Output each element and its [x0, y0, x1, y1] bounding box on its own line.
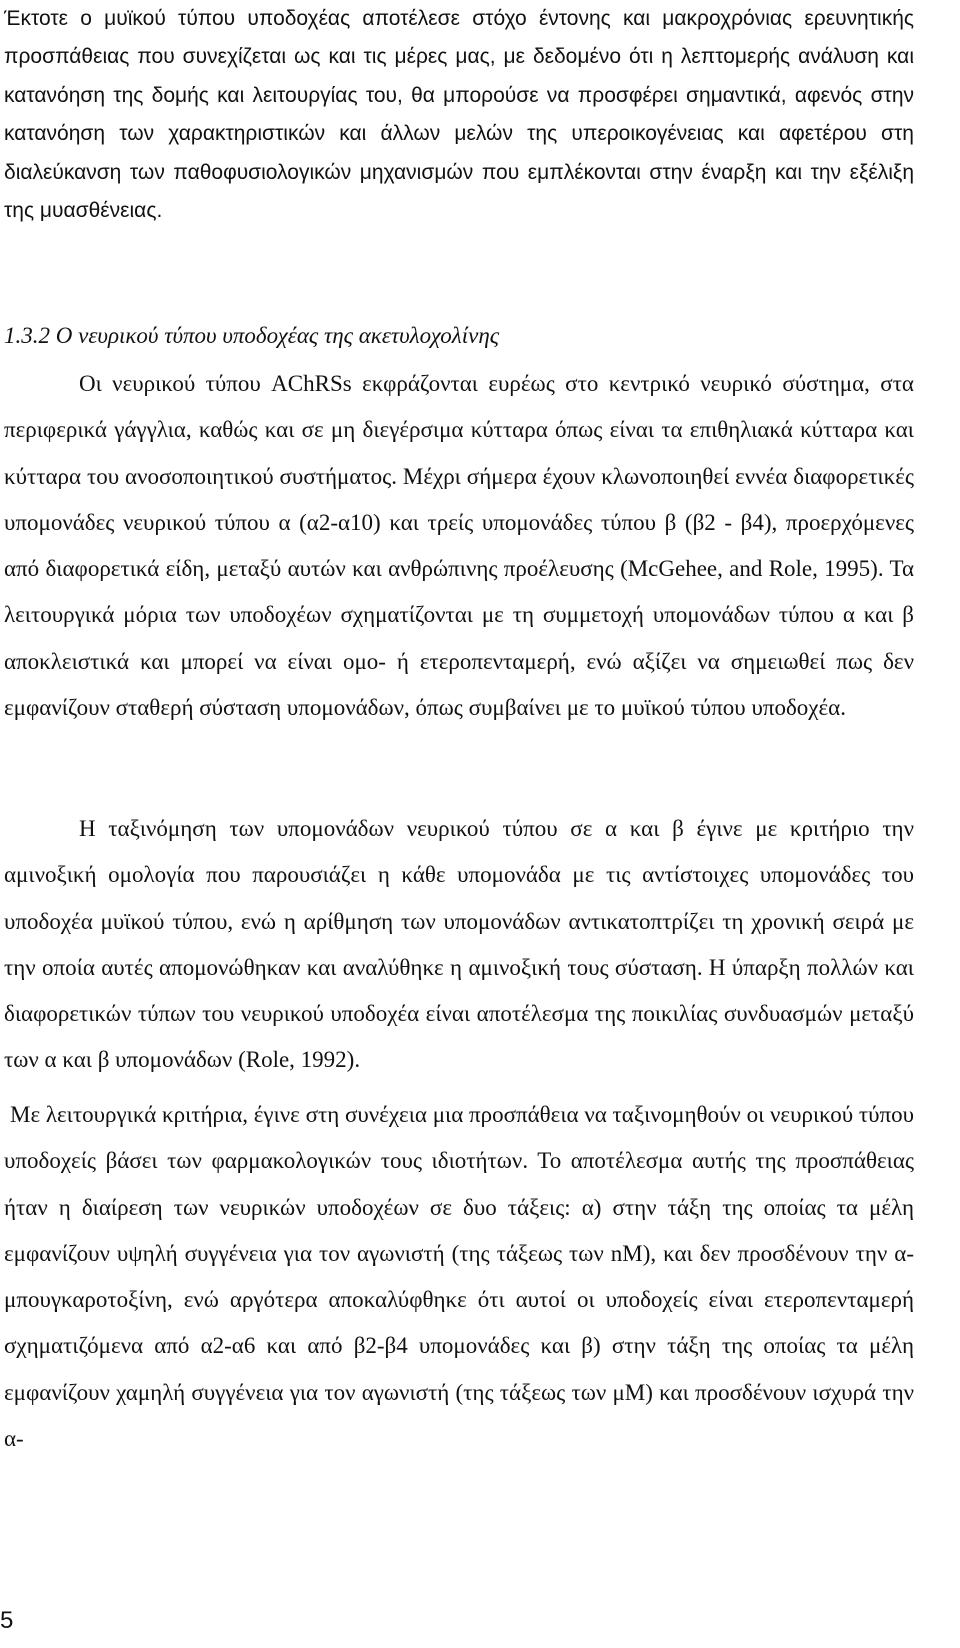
body-paragraph-3: Με λειτουργικά κριτήρια, έγινε στη συνέχεια μια προσπάθεια να ταξινομηθούν οι νευρικού τύπου υποδοχείς βάσει των φαρμακολογικών τους ιδιοτήτων. Το αποτέλεσμα αυτής της προσπάθειας ήταν η διαίρεση των νευρικών υποδοχέων σε δυο τάξεις: α) στην τάξη της οποίας τα μέλη εμφανίζουν υψηλή συγγένεια για τον αγωνιστή (της τάξεως των nM), και δεν προσδένουν την α-μπουγκαροτοξίνη, ενώ αργότερα αποκαλύφθηκε ότι αυτοί οι υποδοχείς είναι ετεροπενταμερή σχηματιζόμενα από α2-α6 και από β2-β4 υπομονάδες και β) στην τάξη της οποίας τα μέλη εμφανίζουν χαμηλή συγγένεια για τον αγωνιστή (της τάξεως των μM) και προσδένουν ισχυρά την α-	[4, 1102, 914, 1452]
section-heading: 1.3.2 Ο νευρικού τύπου υποδοχέας της ακετυλοχολίνης	[4, 323, 500, 348]
page-number: 5	[0, 1607, 14, 1634]
intro-paragraph: Έκτοτε ο μυϊκού τύπου υποδοχέας αποτέλεσε στόχο έντονης και μακροχρόνιας ερευνητικής προσπάθειας που συνεχίζεται ως και τις μέρες μας, με δεδομένο ότι η λεπτομερής ανάλυση και κατανόηση της δομής και λειτουργίας του, θα μπορούσε να προσφέρει σημαντικά, αφενός στην κατανόηση των χαρακτηριστικών και άλλων μελών της υπεροικογένειας και αφετέρου στη διαλεύκανση των παθοφυσιολογικών μηχανισμών που εμπλέκονται στην έναρξη και την εξέλιξη της μυασθένειας.	[4, 7, 914, 223]
body-paragraph-1: Οι νευρικού τύπου AChRSs εκφράζονται ευρέως στο κεντρικό νευρικό σύστημα, στα περιφερικά γάγγλια, καθώς και σε μη διεγέρσιμα κύτταρα όπως είναι τα επιθηλιακά κύτταρα και κύτταρα του ανοσοποιητικού συστήματος. Μέχρι σήμερα έχουν κλωνοποιηθεί εννέα διαφορετικές υπομονάδες νευρικού τύπου α (α2-α10) και τρείς υπομονάδες τύπου β (β2 - β4), προερχόμενες από διαφορετικά είδη, μεταξύ αυτών και ανθρώπινης προέλευσης (McGehee, and Role, 1995). Τα λειτουργικά μόρια των υποδοχέων σχηματίζονται με τη συμμετοχή υπομονάδων τύπου α και β αποκλειστικά και μπορεί να είναι ομο- ή ετεροπενταμερή, ενώ αξίζει να σημειωθεί πως δεν εμφανίζουν σταθερή σύσταση υπομονάδων, όπως συμβαίνει με το μυϊκού τύπου υποδοχέα.	[4, 371, 914, 721]
body-paragraph-2: Η ταξινόμηση των υπομονάδων νευρικού τύπου σε α και β έγινε με κριτήριο την αμινοξική ομολογία που παρουσιάζει η κάθε υπομονάδα με τις αντίστοιχες υπομονάδες του υποδοχέα μυϊκού τύπου, ενώ η αρίθμηση των υπομονάδων αντικατοπτρίζει τη χρονική σειρά με την οποία αυτές απομονώθηκαν και αναλύθηκε η αμινοξική τους σύσταση. Η ύπαρξη πολλών και διαφορετικών τύπων του νευρικού υποδοχέα είναι αποτέλεσμα της ποικιλίας συνδυασμών μεταξύ των α και β υπομονάδων (Role, 1992).	[4, 816, 914, 1073]
